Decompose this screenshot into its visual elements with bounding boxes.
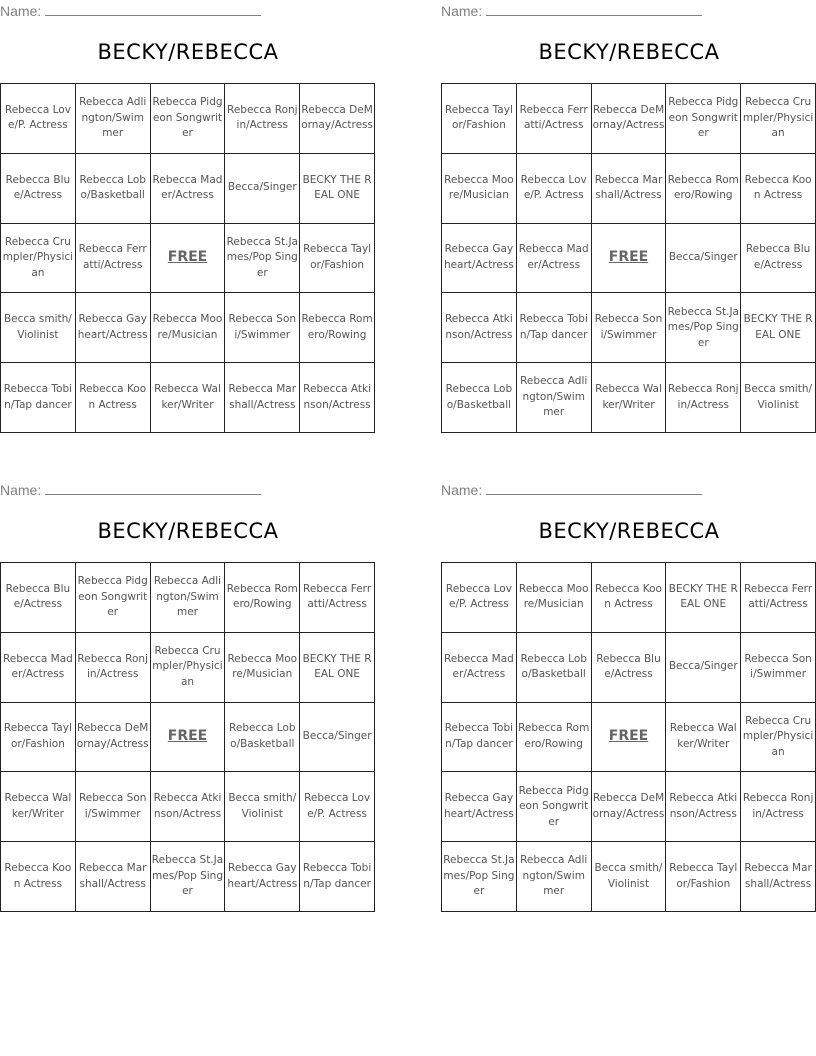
bingo-cell: Rebecca Crumpler/Physician (741, 703, 816, 773)
name-label: Name: (0, 482, 42, 498)
bingo-cell: Rebecca Gayheart/Actress (442, 772, 517, 842)
bingo-card-3 (0, 479, 376, 919)
bingo-cell: Rebecca Taylor/Fashion (666, 842, 741, 912)
name-underline (45, 3, 261, 16)
bingo-cell: Becca/Singer (666, 224, 741, 294)
bingo-cell: Rebecca DeMornay/Actress (592, 772, 667, 842)
bingo-cell: Rebecca DeMornay/Actress (76, 703, 151, 773)
bingo-cell: Rebecca Koon Actress (741, 154, 816, 224)
bingo-cell: Rebecca Crumpler/Physician (1, 224, 76, 294)
free-space: FREE (151, 224, 226, 294)
bingo-cell: Rebecca Pidgeon Songwriter (517, 772, 592, 842)
bingo-cell: Rebecca Crumpler/Physician (741, 84, 816, 154)
bingo-cell: Rebecca Soni/Swimmer (741, 633, 816, 703)
bingo-cell: Rebecca Love/P. Actress (517, 154, 592, 224)
name-underline (45, 482, 261, 495)
bingo-cell: Rebecca Ronjin/Actress (741, 772, 816, 842)
card-title: BECKY/REBECCA (97, 519, 279, 543)
bingo-cell: Rebecca Adlington/Swimmer (76, 84, 151, 154)
bingo-cell: BECKY THE REAL ONE (741, 293, 816, 363)
bingo-cell: Becca smith/Violinist (741, 363, 816, 433)
bingo-cell: Rebecca Soni/Swimmer (592, 293, 667, 363)
bingo-card-4 (441, 479, 816, 919)
bingo-cell: Rebecca Mader/Actress (517, 224, 592, 294)
name-label: Name: (0, 3, 42, 19)
bingo-cell: Rebecca Romero/Rowing (225, 563, 300, 633)
bingo-cell: Rebecca Marshall/Actress (76, 842, 151, 912)
bingo-cell: Rebecca Blue/Actress (1, 154, 76, 224)
bingo-cell: Rebecca Koon Actress (76, 363, 151, 433)
bingo-cell: Rebecca Lobo/Basketball (442, 363, 517, 433)
bingo-cell: Rebecca Crumpler/Physician (151, 633, 226, 703)
bingo-cell: Becca smith/Violinist (592, 842, 667, 912)
bingo-cell: Rebecca Pidgeon Songwriter (76, 563, 151, 633)
bingo-cell: Rebecca Ronjin/Actress (666, 363, 741, 433)
bingo-cell: Rebecca Ronjin/Actress (225, 84, 300, 154)
bingo-cell: Rebecca Ferratti/Actress (517, 84, 592, 154)
card-title: BECKY/REBECCA (538, 519, 720, 543)
free-space: FREE (151, 703, 226, 773)
bingo-cell: Rebecca Koon Actress (1, 842, 76, 912)
bingo-cell: Becca/Singer (300, 703, 375, 773)
bingo-cell: Rebecca Adlington/Swimmer (151, 563, 226, 633)
bingo-cell: Rebecca Moore/Musician (442, 154, 517, 224)
name-underline (486, 3, 702, 16)
bingo-cell: Rebecca Atkinson/Actress (300, 363, 375, 433)
bingo-cell: Rebecca Marshall/Actress (592, 154, 667, 224)
bingo-cell: Rebecca Romero/Rowing (666, 154, 741, 224)
bingo-cell: Rebecca Love/P. Actress (1, 84, 76, 154)
bingo-cell: Rebecca Atkinson/Actress (151, 772, 226, 842)
bingo-cell: Becca smith/Violinist (1, 293, 76, 363)
name-field[interactable] (441, 3, 702, 19)
bingo-cell: Rebecca Marshall/Actress (225, 363, 300, 433)
bingo-cell: Rebecca Walker/Writer (592, 363, 667, 433)
bingo-cell: Rebecca St.James/Pop Singer (225, 224, 300, 294)
bingo-cell: Rebecca Walker/Writer (151, 363, 226, 433)
bingo-cell: Rebecca Mader/Actress (151, 154, 226, 224)
bingo-cell: Rebecca Gayheart/Actress (225, 842, 300, 912)
bingo-cell: Rebecca Romero/Rowing (517, 703, 592, 773)
bingo-cell: Rebecca Tobin/Tap dancer (517, 293, 592, 363)
bingo-cell: Rebecca Pidgeon Songwriter (666, 84, 741, 154)
bingo-cell: Rebecca Lobo/Basketball (76, 154, 151, 224)
name-field[interactable] (441, 482, 702, 498)
bingo-cell: Rebecca Gayheart/Actress (76, 293, 151, 363)
bingo-grid (0, 83, 375, 433)
bingo-cell: Rebecca Moore/Musician (151, 293, 226, 363)
free-space: FREE (592, 224, 667, 294)
bingo-cell: Rebecca Tobin/Tap dancer (442, 703, 517, 773)
bingo-cell: Rebecca Taylor/Fashion (300, 224, 375, 294)
bingo-cell: Rebecca Adlington/Swimmer (517, 363, 592, 433)
bingo-cell: BECKY THE REAL ONE (300, 154, 375, 224)
bingo-cell: Rebecca St.James/Pop Singer (666, 293, 741, 363)
bingo-cell: Rebecca Ferratti/Actress (300, 563, 375, 633)
bingo-cell: Rebecca Mader/Actress (1, 633, 76, 703)
bingo-grid (441, 562, 816, 912)
bingo-cell: Rebecca Gayheart/Actress (442, 224, 517, 294)
bingo-cell: Rebecca Moore/Musician (517, 563, 592, 633)
name-field[interactable] (0, 482, 261, 498)
bingo-cell: Rebecca Marshall/Actress (741, 842, 816, 912)
bingo-grid (0, 562, 375, 912)
name-field[interactable] (0, 3, 261, 19)
bingo-cell: Rebecca Romero/Rowing (300, 293, 375, 363)
bingo-cell: Rebecca Taylor/Fashion (1, 703, 76, 773)
bingo-cell: BECKY THE REAL ONE (666, 563, 741, 633)
bingo-grid (441, 83, 816, 433)
bingo-cell: Rebecca Blue/Actress (1, 563, 76, 633)
bingo-cell: Becca/Singer (225, 154, 300, 224)
bingo-cell: Rebecca Mader/Actress (442, 633, 517, 703)
bingo-cell: Rebecca DeMornay/Actress (300, 84, 375, 154)
bingo-cell: Becca smith/Violinist (225, 772, 300, 842)
bingo-cell: Rebecca Moore/Musician (225, 633, 300, 703)
bingo-cell: Rebecca St.James/Pop Singer (442, 842, 517, 912)
bingo-cell: Rebecca St.James/Pop Singer (151, 842, 226, 912)
bingo-cell: Rebecca Love/P. Actress (300, 772, 375, 842)
bingo-cell: Rebecca Atkinson/Actress (666, 772, 741, 842)
bingo-cell: Rebecca Pidgeon Songwriter (151, 84, 226, 154)
bingo-cell: Rebecca Blue/Actress (741, 224, 816, 294)
free-space: FREE (592, 703, 667, 773)
name-underline (486, 482, 702, 495)
bingo-cell: Rebecca Walker/Writer (666, 703, 741, 773)
bingo-card-1 (0, 0, 376, 440)
bingo-cell: Rebecca Adlington/Swimmer (517, 842, 592, 912)
bingo-cell: Rebecca Tobin/Tap dancer (300, 842, 375, 912)
bingo-cell: Rebecca Tobin/Tap dancer (1, 363, 76, 433)
card-title: BECKY/REBECCA (538, 40, 720, 64)
bingo-card-2 (441, 0, 816, 440)
bingo-cell: Rebecca Ferratti/Actress (741, 563, 816, 633)
bingo-cell: Rebecca Soni/Swimmer (76, 772, 151, 842)
bingo-cell: Rebecca Koon Actress (592, 563, 667, 633)
bingo-cell: Rebecca Ronjin/Actress (76, 633, 151, 703)
bingo-cell: Rebecca Soni/Swimmer (225, 293, 300, 363)
name-label: Name: (441, 482, 483, 498)
bingo-cell: Rebecca Atkinson/Actress (442, 293, 517, 363)
card-title: BECKY/REBECCA (97, 40, 279, 64)
bingo-cell: BECKY THE REAL ONE (300, 633, 375, 703)
bingo-cell: Rebecca Lobo/Basketball (225, 703, 300, 773)
name-label: Name: (441, 3, 483, 19)
bingo-cell: Rebecca Love/P. Actress (442, 563, 517, 633)
bingo-cell: Rebecca Blue/Actress (592, 633, 667, 703)
bingo-cell: Rebecca Ferratti/Actress (76, 224, 151, 294)
bingo-cell: Rebecca Taylor/Fashion (442, 84, 517, 154)
bingo-cell: Becca/Singer (666, 633, 741, 703)
bingo-cell: Rebecca DeMornay/Actress (592, 84, 667, 154)
bingo-cell: Rebecca Walker/Writer (1, 772, 76, 842)
bingo-cell: Rebecca Lobo/Basketball (517, 633, 592, 703)
